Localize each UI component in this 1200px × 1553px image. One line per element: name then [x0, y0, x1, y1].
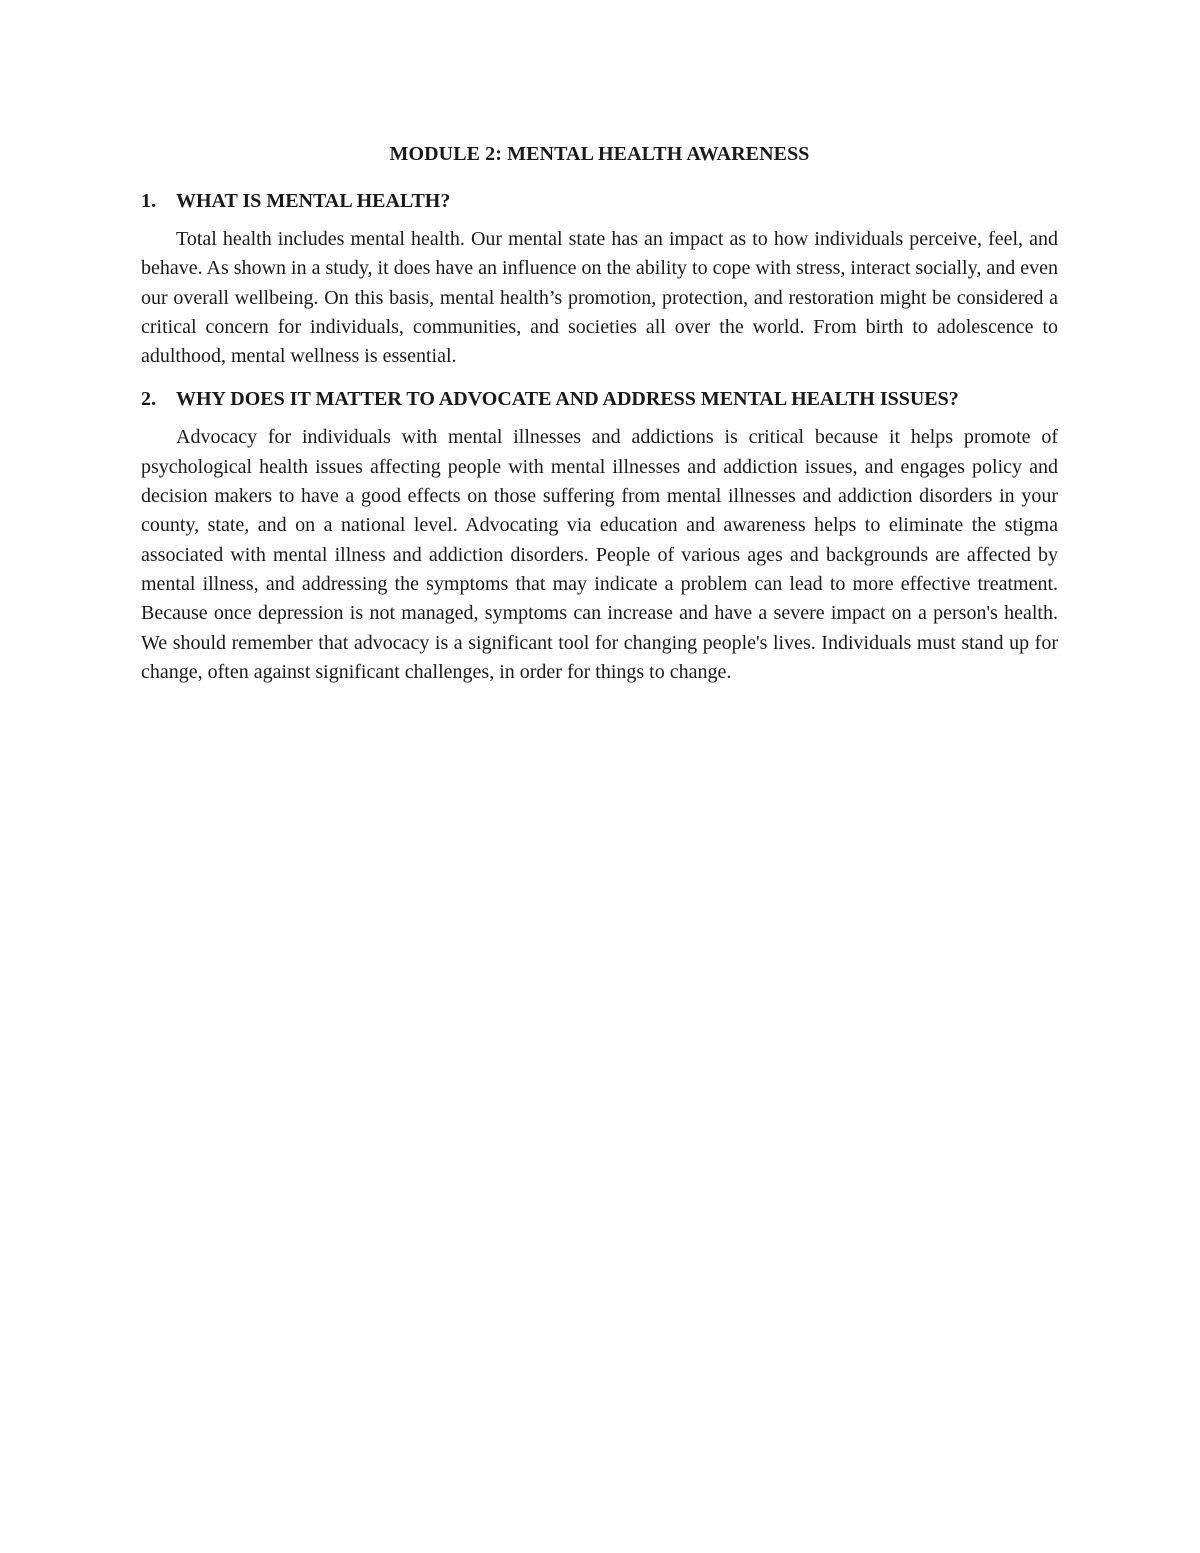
section-why-advocate: [141, 385, 1058, 687]
document-title: MODULE 2: MENTAL HEALTH AWARENESS: [389, 143, 810, 165]
section-number: 1.: [141, 190, 156, 212]
section-heading-text: WHAT IS MENTAL HEALTH?: [176, 190, 451, 212]
section-paragraph: Total health includes mental health. Our mental state has an impact as to how individuals perceive, feel, and behave. As shown in a study, it does have an influence on the ability to cope with stress, interact socially, and even our overall wellbeing. On this basis, mental health’s promotion, protection, and restoration might be considered a critical concern for individuals, communities, and societies all over the world. From birth to adolescence to adulthood, mental wellness is essential.: [141, 228, 1058, 368]
section-heading: [141, 187, 1058, 216]
document-content: [141, 140, 1058, 701]
section-what-is-mental-health: [141, 187, 1058, 371]
section-heading: [141, 385, 1058, 414]
section-number: 2.: [141, 388, 156, 411]
section-paragraph: Advocacy for individuals with mental illnesses and addictions is critical because it helps promote of psychological health issues affecting people with mental illnesses and addiction issues, and engages policy and decision makers to have a good effects on those suffering from mental illnesses and addiction disorders in your county, state, and on a national level. Advocating via education and awareness helps to eliminate the stigma associated with mental illness and addiction disorders. People of various ages and backgrounds are affected by mental illness, and addressing the symptoms that may indicate a problem can lead to more effective treatment. Because once depression is not managed, symptoms can increase and have a severe impact on a person's health. We should remember that advocacy is a significant tool for changing people's lives. Individuals must stand up for change, often against significant challenges, in order for things to change.: [141, 426, 1058, 683]
section-heading-text: WHY DOES IT MATTER TO ADVOCATE AND ADDRESS MENTAL HEALTH ISSUES?: [176, 388, 959, 411]
